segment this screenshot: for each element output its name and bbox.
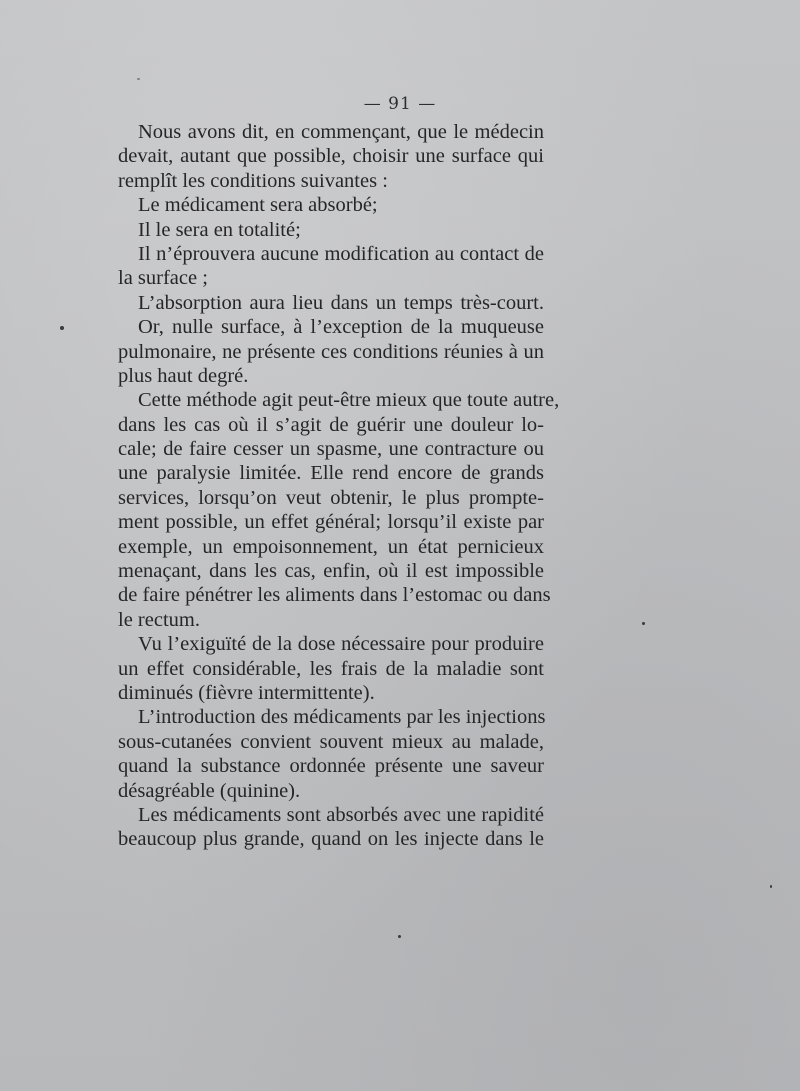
text-line: un effet considérable, les frais de la maladie sont [118,657,544,680]
text-line: devait, autant que possible, choisir une surface qui [118,145,544,168]
text-line: Les médicaments sont absorbés avec une rapidité [138,803,544,826]
text-line: la surface ; [118,267,208,290]
text-line: services, lorsqu’on veut obtenir, le plus prompte- [118,486,544,509]
text-line: Le médicament sera absorbé; [138,194,378,217]
text-line: diminués (fièvre intermittente). [118,681,375,704]
page-number: — 91 — [363,94,437,114]
text-line: quand la substance ordonnée présente une saveur [118,755,544,778]
text-line: Il le sera en totalité; [138,218,301,241]
text-line: sous-cutanées convient souvent mieux au malade, [118,730,544,753]
text-line: de faire pénétrer les aliments dans l’estomac ou dans [118,584,551,607]
paper-speck [770,885,772,888]
text-line: ment possible, un effet général; lorsqu’il existe par [118,511,544,534]
paper-speck [398,935,401,938]
text-line: pulmonaire, ne présente ces conditions réunies à un [118,340,544,363]
paper-speck [137,78,140,80]
text-line: cale; de faire cesser un spasme, une contracture ou [118,438,544,461]
text-line: désagréable (quinine). [118,779,301,802]
text-line: Vu l’exiguïté de la dose nécessaire pour produire [138,633,544,656]
text-line: une paralysie limitée. Elle rend encore de grands [118,462,544,485]
text-line: plus haut degré. [118,364,249,387]
text-line: Or, nulle surface, à l’exception de la muqueuse [138,316,544,339]
text-line: menaçant, dans les cas, enfin, où il est impossible [118,560,544,583]
text-line: Nous avons dit, en commençant, que le médecin [138,121,544,143]
text-line: dans les cas où il s’agit de guérir une douleur lo- [118,413,544,436]
text-line: exemple, un empoisonnement, un état pernicieux [118,535,544,558]
text-line: remplît les conditions suivantes : [118,169,388,192]
text-line: beaucoup plus grande, quand on les injecte dans le [118,828,544,851]
paper-speck [60,326,64,330]
text-line: Cette méthode agit peut-être mieux que toute autre, [138,389,560,412]
paper-speck [642,622,645,625]
text-line: le rectum. [118,608,200,631]
text-line: L’introduction des médicaments par les injections [138,706,546,729]
text-line: L’absorption aura lieu dans un temps très-court. [138,291,544,314]
body-text [118,120,560,852]
text-line: Il n’éprouvera aucune modification au contact de [138,242,544,265]
